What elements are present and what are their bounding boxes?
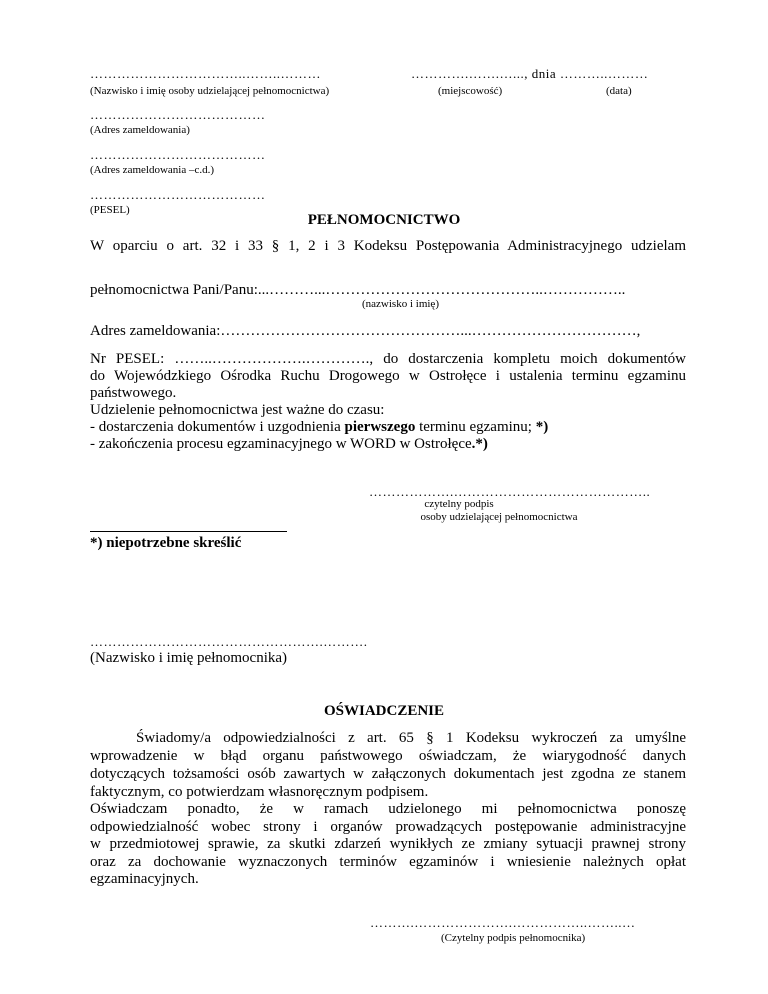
option1-mid: terminu egzaminu; [415, 419, 536, 435]
grantor-name-caption: (Nazwisko i imię osoby udzielającej pełnomocnictwa) [90, 85, 330, 97]
grantor-signature-caption-2: osoby udzielającej pełnomocnictwa [420, 511, 578, 523]
grantee-address-line: Adres zameldowania:…………………………………………...……………………………, [90, 323, 641, 339]
attorney-name-caption: (Nazwisko i imię pełnomocnika) [90, 650, 288, 666]
attorney-name-line: …………………………………………….………. [90, 634, 368, 649]
option1-prefix: - dostarczenia dokumentów i uzgodnienia [90, 419, 345, 435]
address-cont-line: ………………………………… [90, 147, 266, 162]
pesel-text-line-3: państwowego. [90, 385, 177, 401]
declaration-line-8: oraz za dochowanie wyznaczonych terminów egzaminów i wniesienie należnych opłat [90, 854, 686, 870]
declaration-line-3: dotyczących tożsamości osób zawartych w załączonych dokumentach jest zgodna ze stanem [90, 766, 686, 782]
place-date-line: ………….…….…..., dnia ………..……… [411, 66, 649, 81]
pesel-line: ………………………………… [90, 187, 266, 202]
grantor-signature-caption-1: czytelny podpis [424, 498, 494, 510]
pesel-text-line-2: do Wojewódzkiego Ośrodka Ruchu Drogowego w Ostrołęce i ustalenia terminu egzaminu [90, 368, 686, 384]
place-caption: (miejscowość) [438, 85, 503, 97]
option1-bold: pierwszego [344, 419, 416, 435]
address-caption: (Adres zameldowania) [90, 124, 190, 136]
validity-intro: Udzielenie pełnomocnictwa jest ważne do czasu: [90, 402, 385, 418]
footnote: *) niepotrzebne skreślić [90, 535, 242, 551]
declaration-line-5: Oświadczam ponadto, że w ramach udzielonego mi pełnomocnictwa ponoszę [90, 801, 686, 817]
declaration-line-2: wprowadzenie w błąd organu państwowego oświadczam, że wiarygodność danych [90, 748, 686, 764]
pesel-caption: (PESEL) [90, 204, 130, 216]
option1-star: *) [535, 419, 549, 435]
address-line: ………………………………… [90, 107, 266, 122]
grantor-signature-line: ……………….…………………………………….. [369, 484, 651, 499]
pesel-text-line-1: Nr PESEL: ……..……………….…………., do dostarczenia kompletu moich dokumentów [90, 351, 686, 367]
declaration-line-6: odpowiedzialność wobec strony i organów prowadzących postępowanie administracyjne [90, 819, 686, 835]
attorney-signature-caption: (Czytelny podpis pełnomocnika) [441, 932, 586, 944]
option2-star: .*) [471, 436, 488, 452]
declaration-line-9: egzaminacyjnych. [90, 871, 199, 887]
poa-line-2: pełnomocnictwa Pani/Panu:...………...……………………………………..…………….. [90, 282, 626, 298]
footnote-divider [90, 531, 287, 532]
option2-prefix: - zakończenia procesu egzaminacyjnego w WORD w Ostrołęce [90, 436, 472, 452]
address-cont-caption: (Adres zameldowania –c.d.) [90, 164, 215, 176]
declaration-line-4: faktycznym, co potwierdzam własnoręcznym podpisem. [90, 784, 429, 800]
attorney-signature-line: ……….………………….……………..……..… [370, 915, 636, 930]
declaration-line-7: w przedmiotowej sprawie, za skutki zdarzeń wynikłych ze zmiany sytuacji prawnej strony [90, 836, 686, 852]
grantee-name-caption: (nazwisko i imię) [362, 298, 439, 310]
date-caption: (data) [606, 85, 632, 97]
poa-title: PEŁNOMOCNICTWO [307, 212, 461, 228]
grantor-name-line: ……………………………..……..……… [90, 66, 321, 81]
declaration-title: OŚWIADCZENIE [323, 703, 445, 719]
declaration-line-1: Świadomy/a odpowiedzialności z art. 65 § 1 Kodeksu wykroczeń za umyślne [136, 730, 686, 746]
validity-option-2 [90, 436, 686, 454]
validity-option-1 [90, 419, 686, 437]
poa-line-1: W oparciu o art. 32 i 33 § 1, 2 i 3 Kodeksu Postępowania Administracyjnego udzielam [90, 238, 686, 254]
